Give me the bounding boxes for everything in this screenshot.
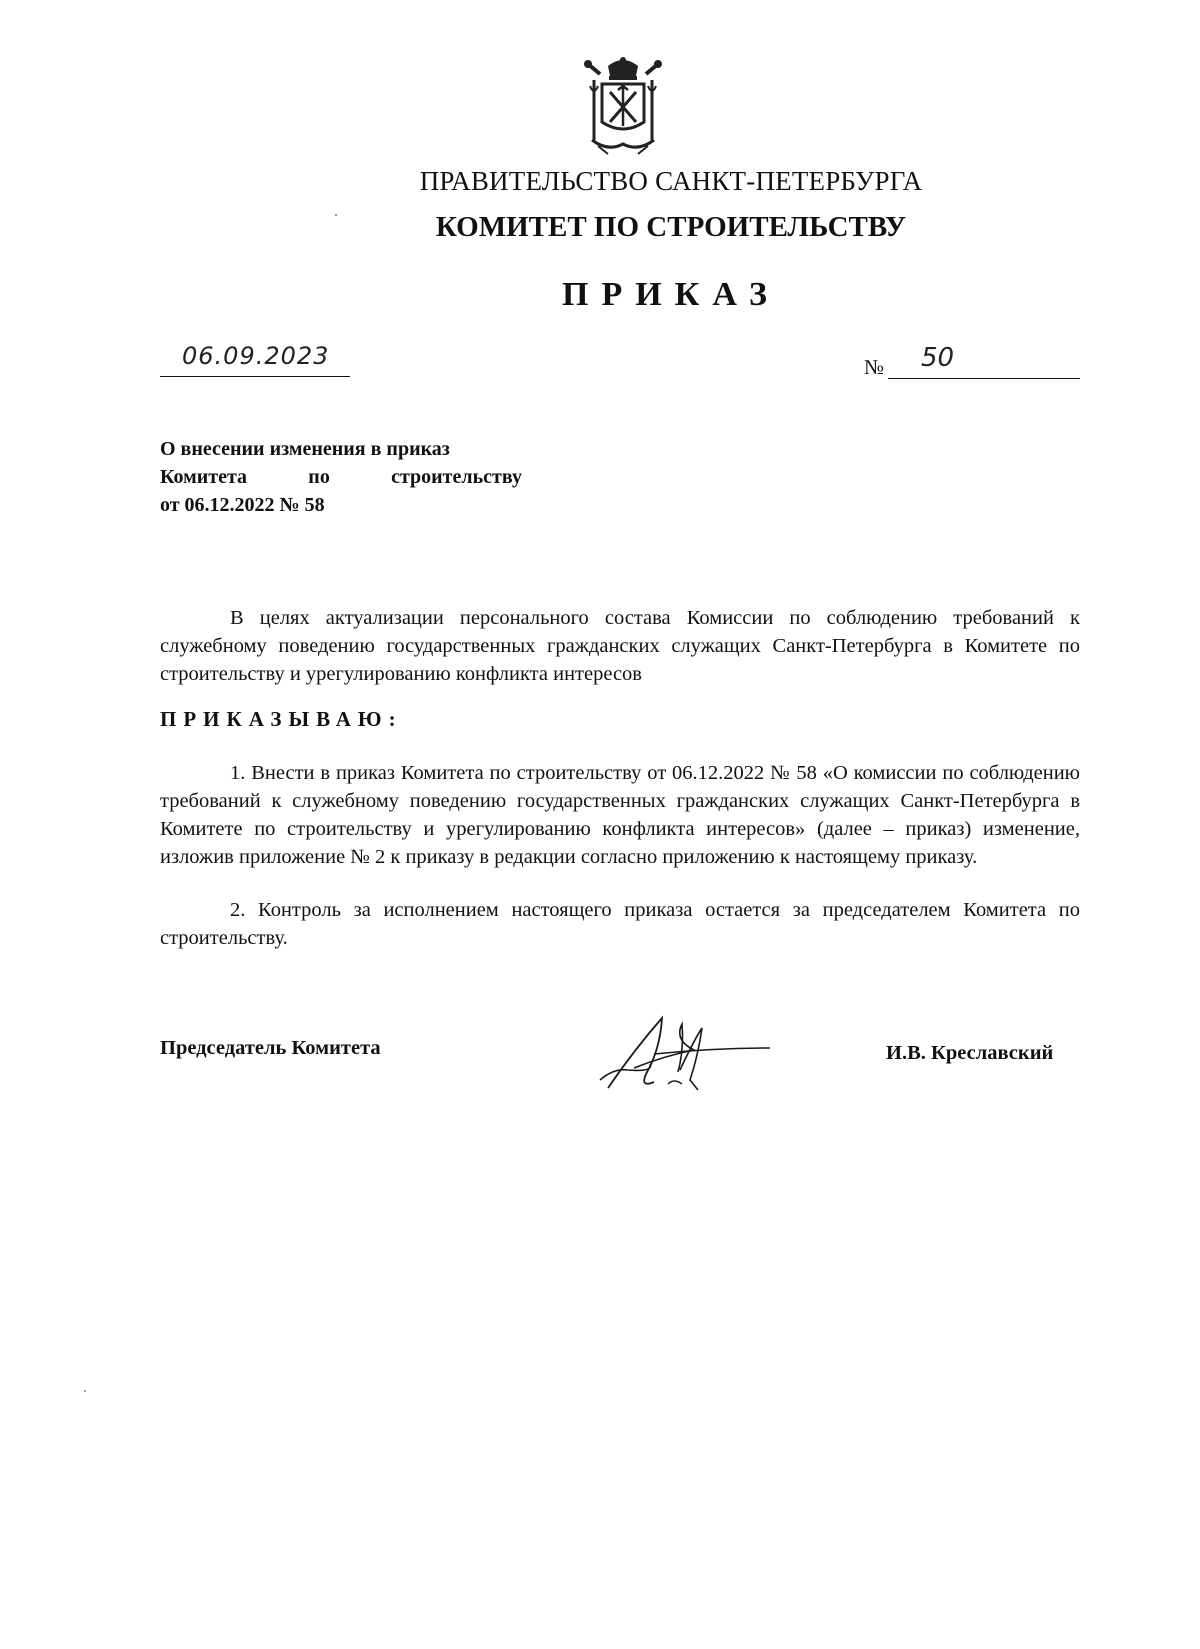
number-sign: № [864, 355, 885, 379]
subject-line-2 [160, 463, 522, 491]
preamble-paragraph: В целях актуализации персонального состава Комиссии по соблюдению требований к служебному поведению государственных гражданских служащих Санкт-Петербурга в Комитете по строительству и урегулированию конфликта интересов [160, 607, 1080, 685]
document-type: ПРИКАЗ [562, 276, 780, 313]
signatory-name: И.В. Креславский [886, 1042, 1054, 1064]
handwritten-signature-icon [594, 1010, 804, 1110]
order-date: 06.09.2023 [182, 342, 330, 370]
subject-line-3: от 06.12.2022 № 58 [160, 494, 325, 516]
subject-line-1: О внесении изменения в приказ [160, 438, 450, 460]
signatory-title: Председатель Комитета [160, 1037, 381, 1059]
scan-speck [84, 1390, 86, 1392]
order-number: 50 [921, 343, 955, 373]
order-date-field [160, 340, 350, 377]
subject-word: Комитета [160, 466, 248, 488]
order-subject [160, 435, 522, 519]
committee-title: КОМИТЕТ ПО СТРОИТЕЛЬСТВУ [435, 211, 907, 243]
decree-heading: ПРИКАЗЫВАЮ: [160, 707, 403, 731]
subject-word: по [308, 466, 330, 488]
government-title: ПРАВИТЕЛЬСТВО САНКТ-ПЕТЕРБУРГА [419, 166, 923, 196]
order-number-field [888, 344, 1080, 379]
subject-word: строительству [391, 466, 522, 488]
order-item-2: 2. Контроль за исполнением настоящего приказа остается за председателем Комитета по строительству. [160, 899, 1080, 949]
scan-speck [335, 214, 337, 216]
saint-petersburg-coat-of-arms-icon [578, 56, 668, 156]
order-item-1: 1. Внести в приказ Комитета по строительству от 06.12.2022 № 58 «О комиссии по соблюдению требований к служебному поведению государственных гражданских служащих Санкт-Петербурга в Комитете по строительству и урегулированию конфликта интересов» (далее – приказ) изменение, изложив приложение № 2 к приказу в редакции согласно приложению к настоящему приказу. [160, 762, 1080, 868]
